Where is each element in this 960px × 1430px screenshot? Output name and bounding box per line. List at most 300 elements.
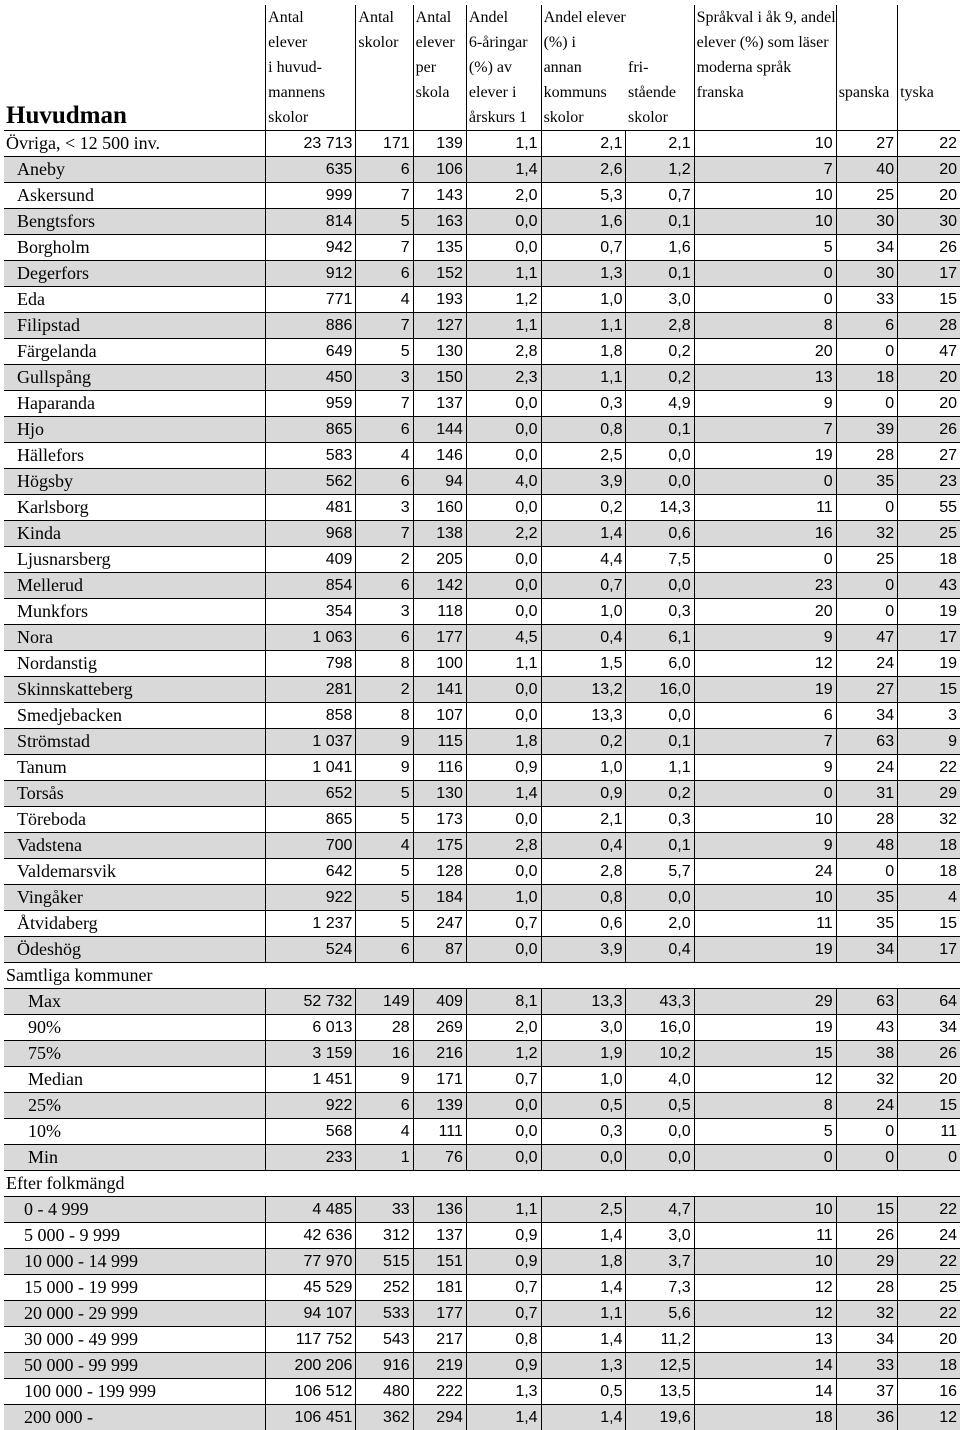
table-row xyxy=(4,1379,960,1405)
table-cell: 18 xyxy=(898,547,960,573)
table-cell: 26 xyxy=(898,235,960,261)
table-cell: 32 xyxy=(836,1301,897,1327)
table-cell: 11 xyxy=(694,911,836,937)
table-cell: 16 xyxy=(898,1379,960,1405)
table-cell: 32 xyxy=(898,807,960,833)
table-cell: 1,2 xyxy=(466,1041,541,1067)
column-header-line xyxy=(356,80,412,105)
table-cell: 2,1 xyxy=(626,131,694,157)
table-cell: 20 xyxy=(898,1327,960,1353)
table-cell: 4,5 xyxy=(466,625,541,651)
table-cell: 141 xyxy=(413,677,466,703)
table-cell: 15 xyxy=(898,677,960,703)
table-cell: 106 451 xyxy=(266,1405,356,1430)
table-cell: 3 xyxy=(356,365,413,391)
table-cell: 5,6 xyxy=(626,1301,694,1327)
table-cell: 999 xyxy=(266,183,356,209)
table-cell: 22 xyxy=(898,1249,960,1275)
column-header xyxy=(413,5,466,131)
table-cell: 1,4 xyxy=(541,521,626,547)
column-header-line: fri- xyxy=(626,55,694,80)
table-cell: 14,3 xyxy=(626,495,694,521)
table-cell: 7 xyxy=(356,313,413,339)
table-cell: 30 xyxy=(836,209,897,235)
row-label: 75% xyxy=(4,1041,266,1067)
table-cell: 29 xyxy=(836,1249,897,1275)
table-cell: 38 xyxy=(836,1041,897,1067)
table-cell: 43 xyxy=(898,573,960,599)
table-cell: 1,1 xyxy=(541,1301,626,1327)
table-cell: 11 xyxy=(898,1119,960,1145)
table-row xyxy=(4,677,960,703)
table-cell: 0,0 xyxy=(466,417,541,443)
table-body xyxy=(4,131,960,1430)
table-cell: 1 063 xyxy=(266,625,356,651)
row-label: Haparanda xyxy=(4,391,266,417)
table-cell: 139 xyxy=(413,131,466,157)
table-cell: 269 xyxy=(413,1015,466,1041)
table-cell: 409 xyxy=(413,989,466,1015)
table-cell: 3,0 xyxy=(626,1223,694,1249)
table-cell: 152 xyxy=(413,261,466,287)
table-cell: 10 xyxy=(694,807,836,833)
column-header-line: stående xyxy=(626,80,694,105)
table-cell: 28 xyxy=(836,807,897,833)
table-cell: 1,1 xyxy=(626,755,694,781)
row-label: Torsås xyxy=(4,781,266,807)
table-cell: 19 xyxy=(694,1015,836,1041)
table-cell: 19 xyxy=(694,677,836,703)
table-cell: 0,9 xyxy=(466,1249,541,1275)
table-cell: 0,8 xyxy=(541,885,626,911)
table-cell: 30 xyxy=(898,209,960,235)
table-cell: 87 xyxy=(413,937,466,963)
row-label: 200 000 - xyxy=(4,1405,266,1430)
table-cell: 10 xyxy=(694,1249,836,1275)
row-label: Smedjebacken xyxy=(4,703,266,729)
table-cell: 0,4 xyxy=(541,833,626,859)
table-cell: 1,4 xyxy=(541,1405,626,1430)
table-cell: 1,1 xyxy=(466,261,541,287)
column-header-line xyxy=(898,55,960,80)
table-cell: 1,4 xyxy=(466,1405,541,1430)
table-cell: 42 636 xyxy=(266,1223,356,1249)
table-cell: 0,5 xyxy=(626,1093,694,1119)
table-cell: 1,1 xyxy=(541,313,626,339)
table-row xyxy=(4,885,960,911)
table-row xyxy=(4,235,960,261)
table-cell: 150 xyxy=(413,365,466,391)
table-cell: 6 xyxy=(694,703,836,729)
table-cell: 7,3 xyxy=(626,1275,694,1301)
table-cell: 1,1 xyxy=(466,651,541,677)
table-row xyxy=(4,183,960,209)
table-cell: 15 xyxy=(694,1041,836,1067)
table-cell: 36 xyxy=(836,1405,897,1430)
row-label: Valdemarsvik xyxy=(4,859,266,885)
table-cell: 2,5 xyxy=(541,443,626,469)
column-header-line xyxy=(898,5,960,30)
table-cell: 9 xyxy=(356,1067,413,1093)
table-cell: 12 xyxy=(898,1405,960,1430)
column-header-line: Andel elever xyxy=(542,5,626,30)
column-header-line: tyska xyxy=(898,80,960,105)
table-row xyxy=(4,937,960,963)
table-cell: 10 xyxy=(694,131,836,157)
table-cell: 2,6 xyxy=(541,157,626,183)
table-cell: 11,2 xyxy=(626,1327,694,1353)
table-cell: 1,3 xyxy=(541,1353,626,1379)
table-cell: 26 xyxy=(898,417,960,443)
table-cell: 1,8 xyxy=(466,729,541,755)
table-cell: 115 xyxy=(413,729,466,755)
table-cell: 6 xyxy=(356,1093,413,1119)
column-header xyxy=(541,5,626,131)
table-cell: 959 xyxy=(266,391,356,417)
table-cell: 35 xyxy=(836,469,897,495)
table-cell: 1,2 xyxy=(466,287,541,313)
table-cell: 2,5 xyxy=(541,1197,626,1223)
table-row xyxy=(4,1353,960,1379)
table-cell: 0,0 xyxy=(466,495,541,521)
table-cell: 1,8 xyxy=(541,339,626,365)
row-label: 50 000 - 99 999 xyxy=(4,1353,266,1379)
table-cell: 10,2 xyxy=(626,1041,694,1067)
row-label: Karlsborg xyxy=(4,495,266,521)
table-cell: 14 xyxy=(694,1379,836,1405)
column-header xyxy=(466,5,541,131)
table-cell: 10 xyxy=(694,1197,836,1223)
table-cell: 6 xyxy=(356,469,413,495)
table-cell: 217 xyxy=(413,1327,466,1353)
row-label: 90% xyxy=(4,1015,266,1041)
column-header-line: per xyxy=(414,55,466,80)
table-cell: 163 xyxy=(413,209,466,235)
table-cell: 7,5 xyxy=(626,547,694,573)
table-cell: 12 xyxy=(694,651,836,677)
table-cell: 281 xyxy=(266,677,356,703)
table-cell: 19 xyxy=(898,599,960,625)
column-header-line: Språkval i åk 9, andel xyxy=(695,5,836,30)
table-cell: 1,0 xyxy=(466,885,541,911)
table-cell: 15 xyxy=(836,1197,897,1223)
table-cell: 0,4 xyxy=(626,937,694,963)
table-row xyxy=(4,703,960,729)
table-cell: 6 013 xyxy=(266,1015,356,1041)
table-cell: 2,8 xyxy=(541,859,626,885)
table-cell: 29 xyxy=(694,989,836,1015)
table-cell: 3 xyxy=(356,495,413,521)
table-cell: 2,8 xyxy=(626,313,694,339)
table-cell: 33 xyxy=(836,1353,897,1379)
table-cell: 34 xyxy=(836,937,897,963)
table-cell: 12 xyxy=(694,1067,836,1093)
table-row xyxy=(4,1275,960,1301)
table-cell: 2,0 xyxy=(626,911,694,937)
table-cell: 524 xyxy=(266,937,356,963)
table-cell: 173 xyxy=(413,807,466,833)
table-row xyxy=(4,625,960,651)
table-cell: 12,5 xyxy=(626,1353,694,1379)
table-row xyxy=(4,1327,960,1353)
table-cell: 354 xyxy=(266,599,356,625)
table-cell: 4,4 xyxy=(541,547,626,573)
table-cell: 47 xyxy=(836,625,897,651)
table-cell: 0,6 xyxy=(541,911,626,937)
row-label: Högsby xyxy=(4,469,266,495)
table-cell: 35 xyxy=(836,911,897,937)
table-cell: 130 xyxy=(413,781,466,807)
table-cell: 0,0 xyxy=(466,859,541,885)
table-cell: 0 xyxy=(898,1145,960,1171)
row-label: Ödeshög xyxy=(4,937,266,963)
row-label: Median xyxy=(4,1067,266,1093)
table-cell: 0 xyxy=(694,469,836,495)
table-cell: 0,0 xyxy=(466,1145,541,1171)
table-cell: 0,2 xyxy=(541,729,626,755)
table-cell: 0,0 xyxy=(626,703,694,729)
table-row xyxy=(4,989,960,1015)
table-cell: 34 xyxy=(836,703,897,729)
table-cell: 26 xyxy=(836,1223,897,1249)
table-cell: 13 xyxy=(694,1327,836,1353)
table-cell: 3,9 xyxy=(541,937,626,963)
table-cell: 0,0 xyxy=(466,209,541,235)
table-cell: 814 xyxy=(266,209,356,235)
table-cell: 10 xyxy=(694,183,836,209)
table-cell: 20 xyxy=(898,391,960,417)
column-header-line xyxy=(626,30,694,55)
table-cell: 533 xyxy=(356,1301,413,1327)
table-cell: 13,3 xyxy=(541,703,626,729)
table-cell: 32 xyxy=(836,1067,897,1093)
table-cell: 111 xyxy=(413,1119,466,1145)
table-cell: 568 xyxy=(266,1119,356,1145)
table-cell: 8,1 xyxy=(466,989,541,1015)
table-row xyxy=(4,131,960,157)
row-label: Gullspång xyxy=(4,365,266,391)
table-cell: 13 xyxy=(694,365,836,391)
column-header-line: Antal xyxy=(266,5,355,30)
column-header-line xyxy=(356,55,412,80)
table-cell: 33 xyxy=(836,287,897,313)
column-header-line: skolor xyxy=(542,105,626,130)
table-cell: 27 xyxy=(836,677,897,703)
table-cell: 13,5 xyxy=(626,1379,694,1405)
table-row xyxy=(4,1093,960,1119)
table-cell: 1,1 xyxy=(466,1197,541,1223)
table-cell: 20 xyxy=(694,599,836,625)
table-cell: 171 xyxy=(413,1067,466,1093)
column-header-line: elever i xyxy=(467,80,541,105)
table-cell: 100 xyxy=(413,651,466,677)
table-cell: 5 xyxy=(356,885,413,911)
table-cell: 0,2 xyxy=(626,781,694,807)
table-cell: 24 xyxy=(694,859,836,885)
table-cell: 3,9 xyxy=(541,469,626,495)
table-cell: 216 xyxy=(413,1041,466,1067)
table-cell: 886 xyxy=(266,313,356,339)
table-cell: 24 xyxy=(898,1223,960,1249)
table-cell: 18 xyxy=(836,365,897,391)
table-cell: 23 xyxy=(898,469,960,495)
table-cell: 6 xyxy=(356,573,413,599)
table-cell: 4 xyxy=(356,833,413,859)
table-cell: 7 xyxy=(694,729,836,755)
table-cell: 450 xyxy=(266,365,356,391)
table-cell: 205 xyxy=(413,547,466,573)
column-header-line: Andel xyxy=(467,5,541,30)
table-cell: 858 xyxy=(266,703,356,729)
table-cell: 0,0 xyxy=(466,807,541,833)
table-row xyxy=(4,417,960,443)
table-cell: 1,1 xyxy=(466,313,541,339)
table-cell: 39 xyxy=(836,417,897,443)
table-cell: 0,0 xyxy=(466,443,541,469)
table-cell: 916 xyxy=(356,1353,413,1379)
table-cell: 0,0 xyxy=(466,391,541,417)
table-cell: 19,6 xyxy=(626,1405,694,1430)
table-cell: 0,7 xyxy=(466,1067,541,1093)
row-label: Bengtsfors xyxy=(4,209,266,235)
table-cell: 6 xyxy=(836,313,897,339)
table-cell: 583 xyxy=(266,443,356,469)
table-cell: 12 xyxy=(694,1301,836,1327)
table-cell: 55 xyxy=(898,495,960,521)
table-row xyxy=(4,1041,960,1067)
table-cell: 922 xyxy=(266,1093,356,1119)
table-cell: 43,3 xyxy=(626,989,694,1015)
table-cell: 24 xyxy=(836,755,897,781)
table-cell: 5,3 xyxy=(541,183,626,209)
table-row xyxy=(4,729,960,755)
row-label: Aneby xyxy=(4,157,266,183)
table-cell: 151 xyxy=(413,1249,466,1275)
column-header xyxy=(626,5,694,131)
table-cell: 5 xyxy=(694,1119,836,1145)
table-cell: 5 xyxy=(356,209,413,235)
table-cell: 32 xyxy=(836,521,897,547)
table-row xyxy=(4,157,960,183)
table-cell: 18 xyxy=(898,1353,960,1379)
table-cell: 3,0 xyxy=(541,1015,626,1041)
table-cell: 0,0 xyxy=(466,677,541,703)
table-cell: 64 xyxy=(898,989,960,1015)
row-label: Åtvidaberg xyxy=(4,911,266,937)
table-cell: 13,3 xyxy=(541,989,626,1015)
table-row xyxy=(4,287,960,313)
table-cell: 34 xyxy=(836,1327,897,1353)
table-cell: 18 xyxy=(898,859,960,885)
table-cell: 0 xyxy=(836,1145,897,1171)
table-cell: 6,1 xyxy=(626,625,694,651)
column-header-line: skolor xyxy=(266,105,355,130)
table-cell: 865 xyxy=(266,417,356,443)
column-header-line xyxy=(695,105,836,130)
table-cell: 480 xyxy=(356,1379,413,1405)
table-cell: 2,2 xyxy=(466,521,541,547)
table-cell: 23 xyxy=(694,573,836,599)
table-cell: 7 xyxy=(356,391,413,417)
table-cell: 0,3 xyxy=(541,1119,626,1145)
table-cell: 0 xyxy=(836,573,897,599)
table-cell: 33 xyxy=(356,1197,413,1223)
table-cell: 30 xyxy=(836,261,897,287)
header-row xyxy=(4,5,960,131)
table-row xyxy=(4,261,960,287)
table-cell: 1,4 xyxy=(541,1275,626,1301)
table-cell: 94 107 xyxy=(266,1301,356,1327)
table-cell: 16 xyxy=(694,521,836,547)
table-cell: 2,3 xyxy=(466,365,541,391)
table-cell: 0,0 xyxy=(466,1093,541,1119)
table-row xyxy=(4,1197,960,1223)
table-cell: 117 752 xyxy=(266,1327,356,1353)
table-cell: 24 xyxy=(836,1093,897,1119)
column-header-line xyxy=(837,105,897,130)
table-cell: 0,7 xyxy=(466,1301,541,1327)
column-header-line xyxy=(356,105,412,130)
table-cell: 138 xyxy=(413,521,466,547)
column-header xyxy=(356,5,413,131)
table-cell: 22 xyxy=(898,1301,960,1327)
column-header-line: elever (%) som läser xyxy=(695,30,836,55)
table-cell: 0 xyxy=(694,1145,836,1171)
row-label: Tanum xyxy=(4,755,266,781)
table-cell: 137 xyxy=(413,1223,466,1249)
row-label: Hjo xyxy=(4,417,266,443)
table-cell: 130 xyxy=(413,339,466,365)
table-cell: 649 xyxy=(266,339,356,365)
table-cell: 247 xyxy=(413,911,466,937)
table-cell: 0,7 xyxy=(541,235,626,261)
table-cell: 2 xyxy=(356,547,413,573)
table-cell: 200 206 xyxy=(266,1353,356,1379)
table-cell: 106 xyxy=(413,157,466,183)
table-cell: 11 xyxy=(694,1223,836,1249)
table-cell: 3 xyxy=(898,703,960,729)
table-row xyxy=(4,547,960,573)
table-cell: 968 xyxy=(266,521,356,547)
table-cell: 16 xyxy=(356,1041,413,1067)
table-cell: 652 xyxy=(266,781,356,807)
table-cell: 219 xyxy=(413,1353,466,1379)
column-header xyxy=(694,5,836,131)
table-cell: 0,7 xyxy=(466,1275,541,1301)
table-cell: 0,0 xyxy=(466,599,541,625)
table-row xyxy=(4,807,960,833)
table-cell: 0,9 xyxy=(466,755,541,781)
table-cell: 0,6 xyxy=(626,521,694,547)
table-cell: 139 xyxy=(413,1093,466,1119)
row-label: Munkfors xyxy=(4,599,266,625)
table-cell: 18 xyxy=(898,833,960,859)
column-header-line: skola xyxy=(414,80,466,105)
table-cell: 0,5 xyxy=(541,1379,626,1405)
table-cell: 543 xyxy=(356,1327,413,1353)
table-cell: 942 xyxy=(266,235,356,261)
table-cell: 94 xyxy=(413,469,466,495)
table-cell: 48 xyxy=(836,833,897,859)
table-cell: 34 xyxy=(836,235,897,261)
column-header-line xyxy=(837,55,897,80)
table-cell: 160 xyxy=(413,495,466,521)
table-cell: 9 xyxy=(694,625,836,651)
table-cell: 20 xyxy=(694,339,836,365)
table-row xyxy=(4,781,960,807)
table-cell: 19 xyxy=(694,937,836,963)
row-label: Nora xyxy=(4,625,266,651)
